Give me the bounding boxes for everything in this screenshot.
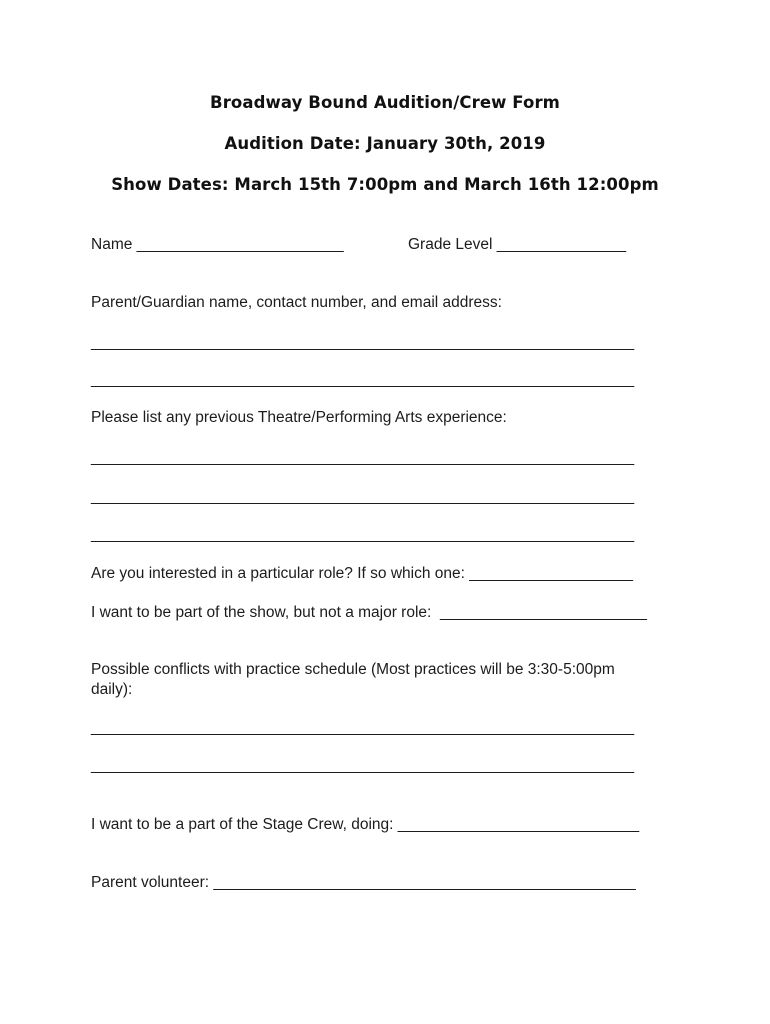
- grade-label: Grade Level: [408, 236, 493, 253]
- minor-role-prompt: I want to be part of the show, but not a major role:: [91, 604, 432, 621]
- parent-prompt: Parent/Guardian name, contact number, and email address:: [91, 294, 502, 311]
- volunteer-row: [91, 874, 636, 892]
- conflicts-prompt-line-2: daily):: [91, 681, 133, 698]
- crew-row: [91, 816, 639, 834]
- name-label: Name: [91, 236, 133, 253]
- grade-row: [408, 236, 626, 254]
- role-prompt: Are you interested in a particular role? If so which one:: [91, 565, 465, 582]
- experience-prompt: Please list any previous Theatre/Performing Arts experience:: [91, 409, 507, 426]
- role-row: [91, 565, 633, 583]
- minor-role-row: [91, 604, 647, 622]
- conflicts-line-1[interactable]: _______________________________________________________________: [91, 719, 635, 736]
- name-row: [91, 236, 344, 254]
- minor-role-field[interactable]: ________________________: [439, 604, 647, 621]
- show-dates: Show Dates: March 15th 7:00pm and March 16th 12:00pm: [111, 175, 659, 194]
- experience-line-2[interactable]: _______________________________________________________________: [91, 488, 635, 505]
- experience-line-1[interactable]: _______________________________________________________________: [91, 449, 635, 466]
- form-title: Broadway Bound Audition/Crew Form: [210, 93, 560, 112]
- name-field[interactable]: ________________________: [136, 236, 344, 253]
- volunteer-prompt: Parent volunteer:: [91, 874, 210, 891]
- conflicts-prompt-line-1: Possible conflicts with practice schedule (Most practices will be 3:30-5:00pm: [91, 661, 615, 678]
- audition-date: Audition Date: January 30th, 2019: [224, 134, 546, 153]
- crew-field[interactable]: ____________________________: [397, 816, 640, 833]
- parent-line-1[interactable]: _______________________________________________________________: [91, 334, 635, 351]
- conflicts-line-2[interactable]: _______________________________________________________________: [91, 757, 635, 774]
- role-field[interactable]: ___________________: [469, 565, 634, 582]
- grade-field[interactable]: _______________: [496, 236, 627, 253]
- volunteer-field[interactable]: _________________________________________________: [213, 874, 636, 891]
- experience-line-3[interactable]: _______________________________________________________________: [91, 526, 635, 543]
- parent-line-2[interactable]: _______________________________________________________________: [91, 371, 635, 388]
- crew-prompt: I want to be a part of the Stage Crew, doing:: [91, 816, 394, 833]
